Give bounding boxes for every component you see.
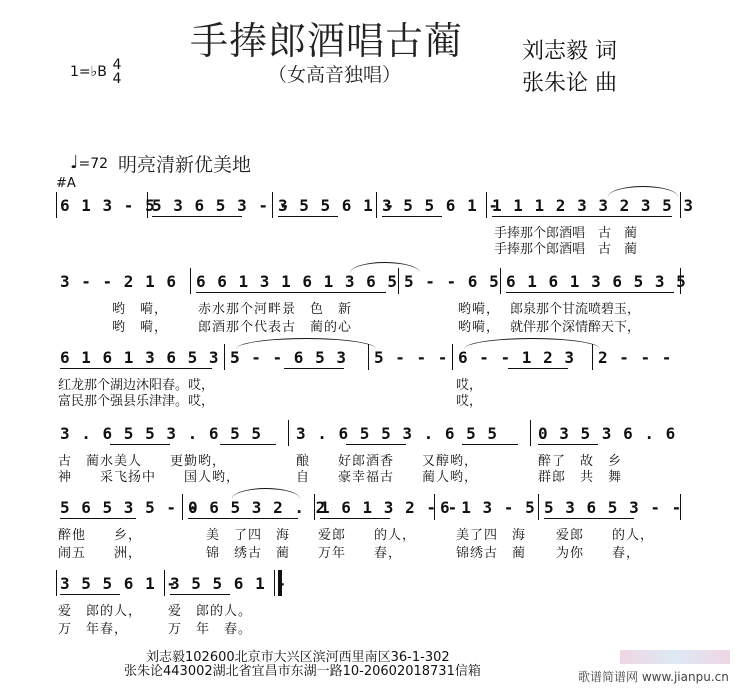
song-title: 手捧郎酒唱古蔺 [190,19,464,63]
lyric-line-2: 哟嗬， [458,320,501,335]
lyric-line-2: 万 年春， [58,622,129,637]
beam-line [538,444,598,445]
measure-notes: 0 6 5 3 2 . 2 [188,498,327,517]
beam-line [170,594,230,595]
barline [190,268,191,294]
measure-notes: 6 1 3 - 5 [440,498,536,517]
lyric-line-2: 锦绣古 蔺 [456,546,527,561]
measure-notes: 0 3 5 3 6 . 6 [538,424,677,443]
lyric-line-1: 手捧那个郎酒唱 古 蔺 [494,226,638,241]
lyric-line-1: 哟 嗬， [112,302,169,317]
lyric-line-2: 富民那个强县乐津津。哎， [58,394,215,409]
measure-notes: 6 6 1 3 1 6 1 3 6 5 [196,272,399,291]
measure-notes: 5 6 5 3 5 - - [60,498,199,517]
barline [376,192,377,218]
time-signature-numerator: 4 [112,57,122,73]
measure-notes: 5 - - 6 5 3 [230,348,347,367]
beam-line [60,594,120,595]
tempo-marking [70,152,108,173]
slur [350,262,420,273]
lyric-line-1: 醉了 故 乡 [538,454,623,469]
watermark-text: 歌谱简谱网 www.jianpu.cn [578,670,729,684]
lyric-line-1: 美 了四 海 [206,528,291,543]
barline [434,494,435,520]
measure-notes: 3 5 5 6 1 - [382,196,499,215]
measure-notes: 6 - - 1 2 3 [458,348,575,367]
beam-line [110,444,170,445]
barline [164,570,165,596]
measure-notes: 2 - - - [598,348,673,367]
barline [56,192,57,218]
measure-notes: 6 1 6 1 3 6 5 3 5 [60,348,241,367]
barline [486,192,487,218]
time-signature-denominator: 4 [112,71,122,87]
author-address-1: 刘志毅102600北京市大兴区滨河西里南区36-1-302 [146,650,450,665]
lyric-line-2: 群郎 共 舞 [538,470,623,485]
lyric-line-1: 哟嗬， [458,302,501,317]
measure-notes: 1 1 1 2 3 3 2 3 5 3 [492,196,695,215]
lyric-line-2: 哟 嗬， [112,320,169,335]
lyric-line-1: 醉他 乡， [58,528,143,543]
beam-line [60,518,136,519]
barline [288,420,289,446]
lyric-line-2: 哎， [456,394,483,409]
barline [500,268,501,294]
expression-marking: 明亮清新优美地 [118,154,252,176]
measure-notes: 1 6 1 3 2 - - [320,498,459,517]
song-subtitle: （女高音独唱） [268,64,402,86]
beam-line [346,444,406,445]
measure-notes: 3 5 5 6 1 - [60,574,177,593]
lyric-line-2: 手捧那个郎酒唱 古 蔺 [494,242,638,257]
measure-notes: 3 5 5 6 1 - [170,574,287,593]
measure-notes: 5 3 6 5 3 - - [544,498,683,517]
author-address-2: 张朱论443002湖北省宜昌市东湖一路10-20602018731信箱 [124,664,481,679]
beam-line [152,216,242,217]
measure-notes: 3 5 5 6 1 - [278,196,395,215]
composer-credit: 张朱论 曲 [522,71,617,96]
beam-line [492,216,672,217]
slur [464,338,600,349]
beam-line [278,216,338,217]
key-signature: 1=♭B [70,64,107,80]
barline [182,494,183,520]
barline [680,494,681,520]
lyric-line-2: 万 年 春。 [168,622,253,637]
lyric-line-1: 爱郎 的人， [318,528,417,543]
lyric-line-2: 郎酒那个代表古 蔺的心 [198,320,353,335]
slur [232,488,300,499]
beam-line [382,216,442,217]
slur [608,186,678,197]
lyric-line-1: 酿 好郎酒香 又醇哟， [296,454,479,469]
lyric-line-2: 神 采飞扬中 国人哟， [58,470,241,485]
beam-line [220,444,276,445]
lyricist-credit: 刘志毅 词 [522,39,617,64]
time-signature [112,58,122,86]
lyric-line-2: 锦 绣古 蔺 [206,546,291,561]
barline [314,494,315,520]
final-barline-thick [278,570,282,596]
barline [56,570,57,596]
barline [272,192,273,218]
lyric-line-2: 就伴那个深情醉天下， [510,320,641,335]
lyric-line-1: 美了四 海 [456,528,527,543]
beam-line [188,518,298,519]
slur [236,338,376,349]
barline [680,268,681,294]
barline [680,192,681,218]
barline [224,344,225,370]
lyric-line-1: 郎泉那个甘流喷碧玉， [510,302,641,317]
barline [147,192,148,218]
beam-line [508,368,568,369]
measure-notes: 6 1 6 1 3 6 5 3 5 [506,272,687,291]
barline [538,494,539,520]
measure-notes: 5 - - 6 5 [404,272,500,291]
rehearsal-mark: #A [56,176,76,191]
lyric-line-1: 红龙那个湖边沐阳春。哎， [58,378,215,393]
lyric-line-1: 赤水那个河畔景 色 新 [198,302,353,317]
lyric-line-1: 古 蔺水美人 更勤哟， [58,454,227,469]
beam-line [506,292,674,293]
lyric-line-2: 万年 春， [318,546,403,561]
measure-notes: 5 3 6 5 3 - - [152,196,291,215]
measure-notes: 6 1 3 - 5 [60,196,156,215]
beam-line [284,368,344,369]
lyric-line-1: 爱 郎的人。 [168,604,253,619]
lyric-line-1: 爱郎 的人， [556,528,655,543]
lyric-line-2: 自 豪幸福古 蔺人哟， [296,470,479,485]
lyric-line-2: 为你 春， [556,546,641,561]
lyric-line-1: 爱 郎的人， [58,604,143,619]
beam-line [60,368,212,369]
quarter-note-icon: ♩ [70,152,79,173]
measure-notes: 3 . 6 5 5 3 . 6 5 5 [60,424,263,443]
beam-line [196,292,386,293]
lyric-line-2: 闹五 洲， [58,546,143,561]
beam-line [544,518,634,519]
tempo-value: =72 [78,156,109,172]
measure-notes: 3 . 6 5 5 3 . 6 5 5 [296,424,499,443]
beam-line [320,518,390,519]
barline [530,420,531,446]
watermark-logo [620,650,730,664]
measure-notes: 3 - - 2 1 6 [60,272,177,291]
measure-notes: 5 - - - [374,348,449,367]
final-barline-thin [274,570,275,596]
barline [452,344,453,370]
beam-line [462,444,518,445]
lyric-line-1: 哎， [456,378,483,393]
